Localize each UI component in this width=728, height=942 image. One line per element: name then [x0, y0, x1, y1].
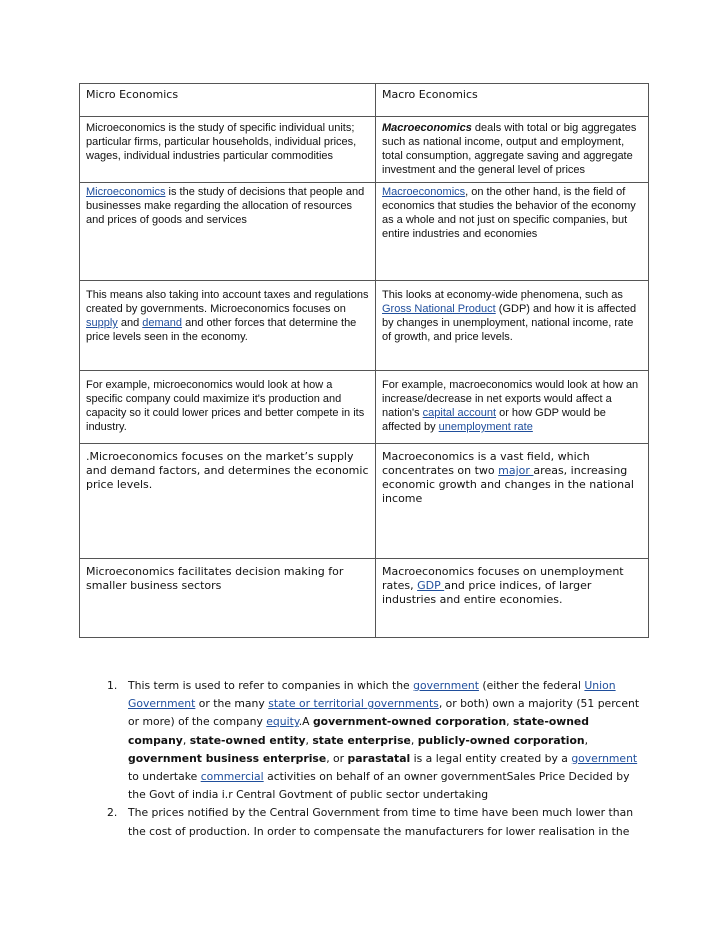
- government-link[interactable]: government: [571, 751, 638, 765]
- microeconomics-link[interactable]: Microeconomics: [86, 186, 166, 198]
- table-row: [80, 117, 649, 183]
- macro-cell: This looks at economy-wide phenomena, such as Gross National Product (GDP) and how it is affected by changes in unemployment, national income, rate of growth, and price levels.: [376, 281, 649, 371]
- table-row: [80, 281, 649, 371]
- equity-link[interactable]: equity: [266, 715, 299, 729]
- list-item: 2. The prices notified by the Central Government from time to time have been much lower than the cost of production. In order to compensate the manufacturers for lower realisation in the: [107, 806, 634, 838]
- list-number: 1.: [107, 679, 118, 692]
- gross-national-product-link[interactable]: Gross National Product: [382, 303, 496, 315]
- micro-cell: .Microeconomics focuses on the market’s supply and demand factors, and determines the economic price levels.: [80, 444, 376, 559]
- micro-cell: Microeconomics is the study of specific individual units; particular firms, particular households, individual prices, wages, individual industries particular commodities: [80, 117, 376, 183]
- macro-cell: For example, macroeconomics would look at how an increase/decrease in net exports would affect a nation's capital account or how GDP would be affected by unemployment rate: [376, 371, 649, 444]
- macro-cell: Macroeconomics, on the other hand, is the field of economics that studies the behavior of the economy as a whole and not just on specific companies, but entire industries and economies: [376, 183, 649, 281]
- table-row: [80, 559, 649, 638]
- demand-link[interactable]: demand: [142, 317, 183, 329]
- macro-cell: Macroeconomics is a vast field, which concentrates on two major areas, increasing economic growth and changes in the national income: [376, 444, 649, 559]
- numbered-list: [100, 677, 640, 841]
- unemployment-rate-link[interactable]: unemployment rate: [438, 421, 533, 433]
- macroeconomics-link[interactable]: Macroeconomics: [382, 186, 466, 198]
- header-micro: Micro Economics: [80, 84, 376, 117]
- micro-cell: For example, microeconomics would look at how a specific company could maximize it's production and capacity so it could lower prices and better compete in its industry.: [80, 371, 376, 444]
- supply-link[interactable]: supply: [86, 317, 118, 329]
- header-macro: Macro Economics: [376, 84, 649, 117]
- comparison-table: [79, 83, 649, 638]
- micro-cell: Microeconomics facilitates decision making for smaller business sectors: [80, 559, 376, 638]
- gdp-link[interactable]: GDP: [417, 579, 445, 592]
- union-government-link[interactable]: Union Government: [128, 679, 616, 711]
- state-governments-link[interactable]: state or territorial governments: [268, 697, 439, 711]
- capital-account-link[interactable]: capital account: [422, 407, 497, 419]
- major-link[interactable]: major: [498, 464, 534, 477]
- list-number: 2.: [107, 806, 118, 820]
- table-row: [80, 444, 649, 559]
- table-row: [80, 183, 649, 281]
- macro-cell: Macroeconomics focuses on unemployment rates, GDP and price indices, of larger industries and entire economies.: [376, 559, 649, 638]
- macro-cell: Macroeconomics deals with total or big aggregates such as national income, output and employment, total consumption, aggregate saving and aggregate investment and the general level of prices: [376, 117, 649, 183]
- micro-cell: Microeconomics is the study of decisions that people and businesses make regarding the allocation of resources and prices of goods and services: [80, 183, 376, 281]
- list-item: 1. This term is used to refer to companies in which the government (either the federal Union Government or the many state or territorial governments, or both) own a majority (51 percent or more) of the company equity.A government-owned corporation, state-owned company, state-owned entity, state enterprise, publicly-owned corporation, government business enterprise, or parastatal is a legal entity created by a government to undertake commercial activities on behalf of an owner governmentSales Price Decided by the Govt of india i.r Central Govtment of public sector undertaking: [107, 679, 640, 802]
- micro-cell: This means also taking into account taxes and regulations created by governments. Microeconomics focuses on supply and demand and other forces that determine the price levels seen in the economy.: [80, 281, 376, 371]
- table-row: [80, 371, 649, 444]
- commercial-link[interactable]: commercial: [200, 770, 264, 784]
- table-header-row: [80, 84, 649, 117]
- government-link[interactable]: government: [413, 679, 479, 692]
